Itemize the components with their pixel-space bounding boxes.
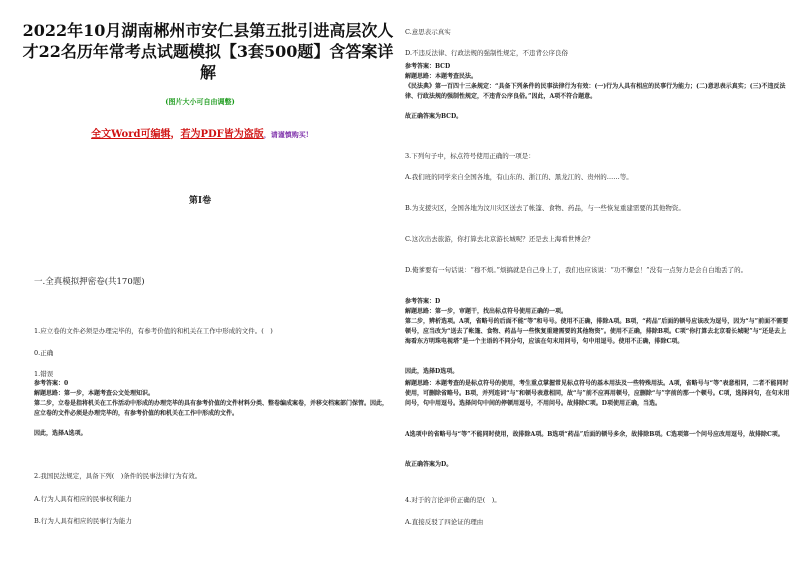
q1-option-0: 0.正确: [34, 349, 54, 357]
q3-analysis-1: 解题思路：第一步，审题干，找出标点符号使用正确的一项。: [405, 308, 568, 315]
q2-option-a: A.行为人具有相应的民事权利能力: [34, 495, 132, 503]
q3-analysis-6: 故正确答案为D。: [405, 461, 453, 468]
question-3: 3.下列句子中，标点符号使用正确的一项是：: [405, 152, 535, 160]
right-page: [400, 0, 800, 565]
q3-answer: 参考答案：D: [405, 298, 441, 305]
q3-analysis-5: A选项中的省略号与“等”不能同时使用，故排除A项。B选项“药品”后面的顿号多余，故排除B项。C选项第一个问号应改用逗号，故排除C项。: [405, 431, 784, 438]
q2-analysis-3: 故正确答案为BCD。: [405, 113, 463, 120]
notice-comma: ，: [170, 129, 181, 140]
document-title: 2022年10月湖南郴州市安仁县第五批引进高层次人才22名历年常考点试题模拟【3套500题】含答案详解: [22, 21, 394, 82]
q1-analysis-2: 第二步，立卷是指将机关在工作活动中形成的办理完毕的具有参考价值的文件材料分类、整卷编成案卷，并移交档案部门保管。因此，应立卷的文件必须是办理完毕的，有参考价值的和机关在工作中形成的文件。: [34, 400, 389, 417]
word-editable-text: 全文Word可编辑: [91, 129, 171, 140]
q3-analysis-4: 解题思路：本题考查的是标点符号的使用，考生重点掌握常见标点符号的基本用法及一些特殊用法。A项，省略号与“等”表意相同，二者不能同时使用，可删除省略号。B项，并列连词“与”和顿号表意相同，故“与”前不应再用顿号，应删除“与”字前的那一个顿号。C项，选择问句，在句末用问号，句中用逗号。选择问句中间的停顿用逗号，不用问号。故排除C项。D项使用正确，当选。: [405, 380, 790, 407]
q2-analysis-2: 《民法典》第一百四十三条规定：“具备下列条件的民事法律行为有效：(一)行为人具有相应的民事行为能力；(二)意思表示真实；(三)不违反法律、行政法规的强制性规定，不违背公序良俗。”因此，A项不符合题意。: [405, 83, 786, 100]
q1-answer: 参考答案：0: [34, 380, 69, 387]
q1-analysis-3: 因此，选择A选项。: [34, 430, 87, 437]
q2-option-b: B.行为人具有相应的民事行为能力: [34, 517, 132, 525]
q3-analysis-2: 第二步，辨析选项。A项，省略号的后面不能“等”和号号。使用不正确，排除A项。B项，“药品”后面的顿号应该改为逗号，因为“与”前面不需要顿号，应当改为“送去了帐篷、食物、药品与一些恢复重建需要的其他物资”。使用不正确，排除B项。C项“你打算去北京看长城呢”与“还是去上海看东方明珠电视塔”是一个主语的不同分句，应该在句末用问号，句中用逗号。使用不正确，排除C项。: [405, 318, 789, 345]
q2-option-c: C.意思表示真实: [405, 28, 451, 36]
q4-option-a: A.直接反驳了四论证的理由: [405, 518, 484, 526]
q2-option-d: D.不违反法律、行政法规的强制性规定，不违背公序良俗: [405, 49, 569, 57]
q3-option-a: A.我们班的同学来自全国各地，有山东的、浙江的、黑龙江的、贵州的……等。: [405, 173, 633, 181]
question-4: 4.对于的言论评价正确的是( )。: [405, 496, 501, 504]
q2-answer: 参考答案：BCD: [405, 63, 451, 70]
caution-text: ，请谨慎购买!: [263, 130, 309, 139]
section-heading: 一.全真模拟押密卷(共170题): [34, 277, 145, 287]
q1-analysis-1: 解题思路：第一步，本题考查公文处理知识。: [34, 390, 155, 397]
q2-analysis-1: 解题思路：本题考查民法。: [405, 73, 478, 80]
question-2: 2.我国民法规定，具备下列( )条件的民事法律行为有效。: [34, 472, 202, 480]
question-1: 1.应立卷的文件必须是办理完毕的，有参考价值的和机关在工作中形成的文件。( ): [34, 327, 273, 335]
notice-line: [0, 125, 400, 140]
q3-option-b: B.为支援灾区，全国各地为汶川灾区送去了帐篷、食物、药品，与一些恢复重建需要的其他物资。: [405, 204, 685, 212]
subtitle: (图片大小可自由调整): [165, 97, 235, 106]
volume-heading: 第I卷: [188, 196, 212, 206]
pdf-piracy-text: 若为PDF皆为盗版: [180, 129, 264, 140]
q1-option-1: 1.错误: [34, 370, 54, 378]
q3-option-d: D.俺爹要有一句话说：“穆不烦。”烦搞就是自己身上了，我们也应该说：“功不懈怠！”没有一点努力是会自白地丢了的。: [405, 266, 748, 274]
q3-analysis-3: 因此，选择D选项。: [405, 368, 459, 375]
q3-option-c: C.这次出去旅游，你打算去北京游长城呢？还是去上海看世博会？: [405, 235, 594, 243]
